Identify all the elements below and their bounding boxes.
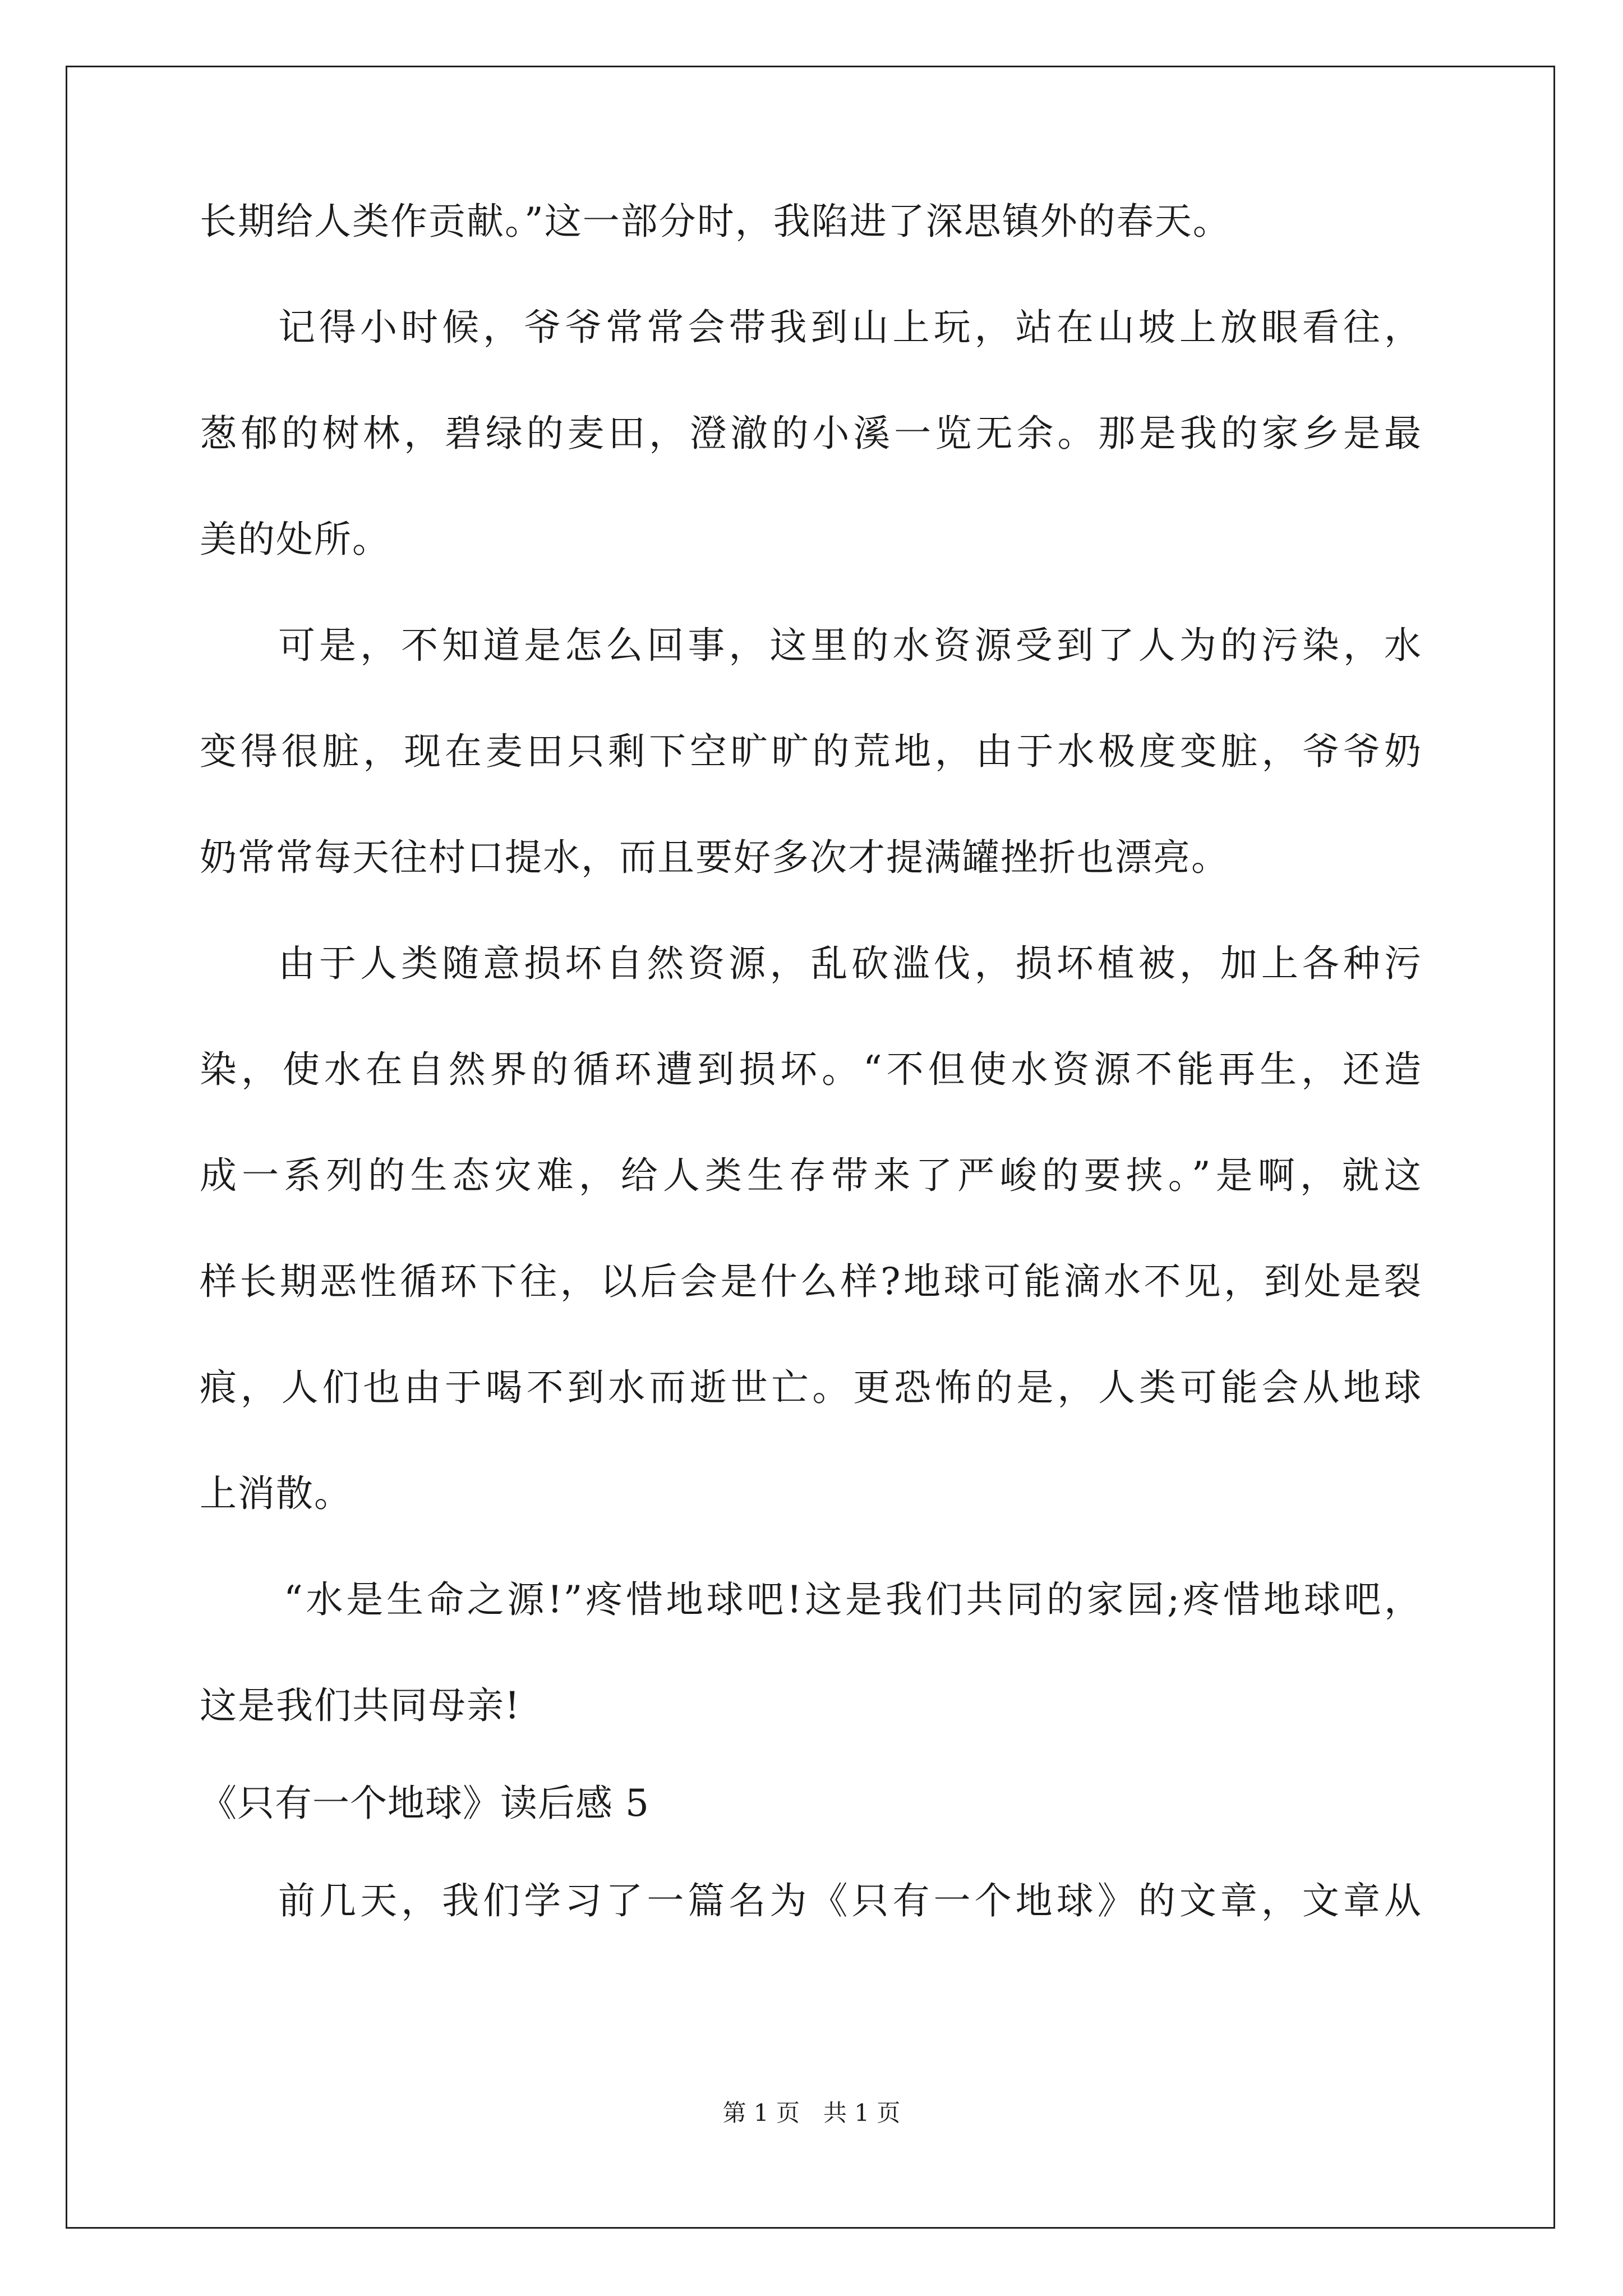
paragraph-start-line: 由于人类随意损坏自然资源，乱砍滥伐，损坏植被，加上各种污 xyxy=(278,942,1422,985)
text-line: 痕，人们也由于喝不到水而逝世亡。更恐怖的是，人类可能会从地球 xyxy=(200,1366,1422,1409)
text-line: 变得很脏，现在麦田只剩下空旷旷的荒地，由于水极度变脏，爷爷奶 xyxy=(200,730,1422,773)
paragraph-start-line: 记得小时候，爷爷常常会带我到山上玩，站在山坡上放眼看往， xyxy=(278,306,1422,349)
section-heading: 《只有一个地球》读后感 5 xyxy=(200,1782,649,1825)
text-line: 美的处所。 xyxy=(200,518,390,561)
text-line: 成一系列的生态灾难，给人类生存带来了严峻的要挟。”是啊，就这 xyxy=(200,1154,1422,1197)
page-number-footer: 第 1 页 共 1 页 xyxy=(722,2099,901,2127)
paragraph-start-line: “水是生命之源!”疼惜地球吧!这是我们共同的家园;疼惜地球吧， xyxy=(284,1578,1422,1621)
text-line: 葱郁的树林，碧绿的麦田，澄澈的小溪一览无余。那是我的家乡是最 xyxy=(200,412,1422,455)
paragraph-start-line: 前几天，我们学习了一篇名为《只有一个地球》的文章，文章从 xyxy=(278,1879,1422,1922)
paragraph-start-line: 可是，不知道是怎么回事，这里的水资源受到了人为的污染，水 xyxy=(278,624,1422,667)
text-line: 上消散。 xyxy=(200,1472,352,1515)
text-line: 长期给人类作贡献。”这一部分时，我陷进了深思镇外的春天。 xyxy=(200,200,1231,243)
text-line: 这是我们共同母亲! xyxy=(200,1684,521,1727)
text-line: 奶常常每天往村口提水，而且要好多次才提满罐挫折也漂亮。 xyxy=(200,836,1229,879)
text-line: 样长期恶性循环下往，以后会是什么样?地球可能滴水不见，到处是裂 xyxy=(200,1260,1422,1303)
text-line: 染，使水在自然界的循环遭到损坏。“不但使水资源不能再生，还造 xyxy=(200,1048,1422,1091)
